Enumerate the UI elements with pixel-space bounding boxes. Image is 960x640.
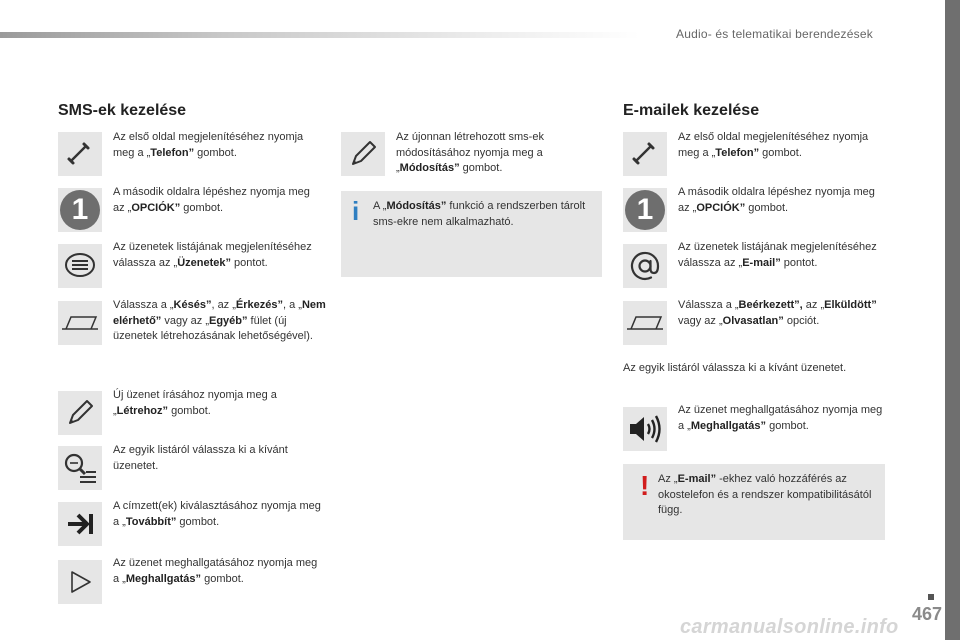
sms-step-messages: Az üzenetek listájának megjelenítéséhez válassza az „Üzenetek” pontot.: [113, 241, 312, 269]
warning-icon: !: [640, 470, 650, 501]
speaker-icon: [623, 407, 667, 451]
sms-step-phone: Az első oldal megjelenítéséhez nyomja meg a „Telefon” gombot.: [113, 131, 304, 159]
sms-section-title: SMS-ek kezelése: [58, 102, 187, 119]
sms-step-tabs: Válassza a „Késés”, az „Érkezés”, a „Nem elérhető” vagy az „Egyéb” fület (új üzenetek létrehozásának lehetőségével).: [113, 299, 326, 342]
sms-step-options: A második oldalra lépéshez nyomja meg az „OPCIÓK” gombot.: [113, 186, 310, 214]
email-step-tabs: Válassza a „Beérkezett”, az „Elküldött” vagy az „Olvasatlan” opciót.: [678, 299, 877, 327]
pencil-icon: [341, 132, 385, 176]
step-number-1: [58, 188, 102, 232]
header-gradient-bar: [0, 32, 640, 38]
email-step-list: Az üzenetek listájának megjelenítéséhez válassza az „E-mail” pontot.: [678, 241, 877, 269]
page-number: 467: [912, 604, 943, 624]
sms-step-select: Az egyik listáról válassza ki a kívánt üzenetet.: [113, 444, 288, 472]
tab-icon: [623, 301, 667, 345]
phone-handset-icon: [623, 132, 667, 176]
message-list-icon: [58, 244, 102, 288]
play-icon: [58, 560, 102, 604]
step-number-label: 1: [625, 190, 665, 230]
info-note-text: A „Módosítás” funkció a rendszerben tárolt sms-ekre nem alkalmazható.: [373, 200, 586, 228]
at-sign-icon: [623, 244, 667, 288]
sms-step-create: Új üzenet írásához nyomja meg a „Létrehoz” gombot.: [113, 389, 277, 417]
email-section-title: E-mailek kezelése: [623, 102, 760, 119]
info-icon: i: [352, 196, 360, 226]
chapter-title: Audio- és telematikai berendezések: [676, 27, 873, 41]
page-marker: [928, 594, 934, 600]
step-number-1: [623, 188, 667, 232]
forward-icon: [58, 502, 102, 546]
sms-step-edit: Az újonnan létrehozott sms-ek módosításához nyomja meg a „Módosítás” gombot.: [396, 131, 544, 174]
sms-step-listen: Az üzenet meghallgatásához nyomja meg a „Meghallgatás” gombot.: [113, 557, 318, 585]
page-edge-strip: [945, 0, 960, 640]
step-number-label: 1: [60, 190, 100, 230]
warning-note-text: Az „E-mail” -ekhez való hozzáférés az okostelefon és a rendszer kompatibilitásától függ.: [658, 473, 872, 516]
watermark-text: carmanualsonline.info: [680, 616, 899, 638]
search-list-icon: [58, 446, 102, 490]
email-step-listen: Az üzenet meghallgatásához nyomja meg a „Meghallgatás” gombot.: [678, 404, 883, 432]
tab-icon: [58, 301, 102, 345]
sms-step-forward: A címzett(ek) kiválasztásához nyomja meg a „Továbbít” gombot.: [113, 500, 321, 528]
pencil-icon: [58, 391, 102, 435]
email-step-phone: Az első oldal megjelenítéséhez nyomja meg a „Telefon” gombot.: [678, 131, 869, 159]
email-step-select: Az egyik listáról válassza ki a kívánt üzenetet.: [623, 362, 847, 374]
email-step-options: A második oldalra lépéshez nyomja meg az „OPCIÓK” gombot.: [678, 186, 875, 214]
phone-handset-icon: [58, 132, 102, 176]
